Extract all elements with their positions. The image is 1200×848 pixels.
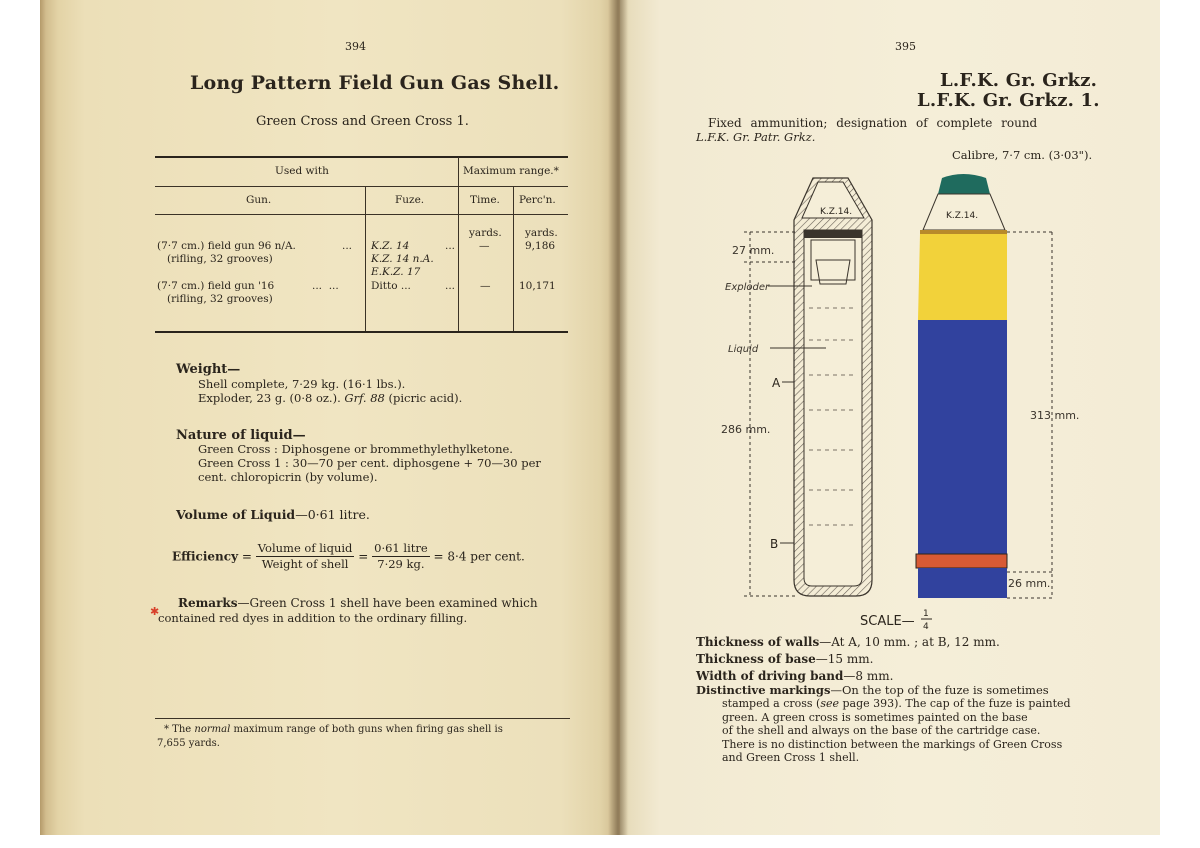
table-vline-perc <box>513 186 514 331</box>
markings-line-6: and Green Cross 1 shell. <box>722 751 860 764</box>
footnote-line-1 <box>164 724 503 735</box>
efficiency-num-1: Volume of liquid <box>257 541 353 555</box>
liquid-line-1: Green Cross : Diphosgene or brommethylethylketone. <box>198 442 513 456</box>
efficiency-fraction-2 <box>372 541 430 572</box>
weight-heading: Weight— <box>176 362 241 377</box>
table-row1-time-unit: yards. <box>469 227 502 239</box>
markings-text-1: —On the top of the fuze is sometimes <box>830 683 1049 697</box>
liquid-heading: Nature of liquid— <box>176 428 306 443</box>
weight-exploder-line <box>198 391 462 405</box>
right-page-number: 395 <box>895 40 916 53</box>
calibre: Calibre, 7·7 cm. (3·03"). <box>952 148 1093 162</box>
scale-label: SCALE— <box>860 614 915 629</box>
table-row2-time: — <box>480 280 491 292</box>
table-row1-dots: ... <box>342 240 353 252</box>
efficiency-num-2: 0·61 litre <box>374 541 428 555</box>
spec-base-label: Thickness of base <box>696 652 816 666</box>
dim-26mm: 26 mm. <box>1008 577 1051 590</box>
remarks-label: Remarks <box>178 596 238 610</box>
volume-label: Volume of Liquid <box>176 507 296 522</box>
markings-line-5: There is no distinction between the markings of Green Cross <box>722 737 1063 751</box>
liquid-label: Liquid <box>728 344 759 355</box>
table-row1-fuze-2: K.Z. 14 n.A. <box>371 253 434 265</box>
efficiency-result: = 8·4 per cent. <box>433 549 525 564</box>
exploder-label: Exploder <box>725 282 770 293</box>
spec-walls-value: —At A, 10 mm. ; at B, 12 mm. <box>819 635 1000 649</box>
markings-line-2 <box>722 697 1071 711</box>
footnote-rule <box>155 718 570 719</box>
scale-denominator: 4 <box>923 622 929 630</box>
right-title-line-1: L.F.K. Gr. Grkz. <box>940 70 1098 91</box>
table-header-used-with: Used with <box>275 165 329 177</box>
shell-blue-body <box>918 320 1007 554</box>
table-vline-fuze <box>365 186 366 331</box>
driving-band-red <box>916 554 1007 568</box>
fixed-ammunition-line-1: Fixed ammunition; designation of complete round <box>708 116 1038 130</box>
table-row1-perc-unit: yards. <box>525 227 558 239</box>
table-row2-perc: 10,171 <box>519 280 556 292</box>
table-header-rule <box>155 186 568 187</box>
efficiency-den-2: 7·29 kg. <box>377 557 425 571</box>
scale-numerator: 1 <box>923 609 929 619</box>
table-subheader-rule <box>155 214 568 215</box>
fuze-label-right: K.Z.14. <box>946 211 979 221</box>
volume-value: —0·61 litre. <box>295 507 370 522</box>
remarks-line-2: contained red dyes in addition to the ordinary filling. <box>158 611 468 625</box>
point-a-label: A <box>772 376 781 390</box>
dim-27mm: 27 mm. <box>732 244 775 257</box>
weight-shell: Shell complete, 7·29 kg. (16·1 lbs.). <box>198 377 406 391</box>
table-vline-time <box>458 157 459 331</box>
table-row1-fuze-dots: ... <box>445 240 456 252</box>
specs-list <box>696 634 1000 685</box>
spec-band-value: —8 mm. <box>843 669 894 683</box>
table-col-perc: Perc'n. <box>519 194 556 206</box>
spec-walls <box>696 634 1000 651</box>
shell-cross-section <box>794 178 872 596</box>
markings-2-italic: see <box>820 697 839 710</box>
table-row2-fuze: Ditto ... <box>371 280 411 292</box>
remarks-line-1 <box>178 596 538 610</box>
dim-286mm: 286 mm. <box>721 423 771 436</box>
footnote-a: * The <box>164 724 192 735</box>
markings-2a: stamped a cross ( <box>722 697 821 710</box>
markings-2b: page 393). The cap of the fuze is painted <box>839 697 1071 710</box>
efficiency-fraction-1 <box>256 541 355 572</box>
table-row2-gun: (7·7 cm.) field gun '16 <box>157 280 275 292</box>
shell-yellow-band <box>918 234 1007 320</box>
table-row1-time: — <box>479 240 490 252</box>
table-row1-gun: (7·7 cm.) field gun 96 n/A. <box>157 240 296 252</box>
shell-diagram <box>620 160 1160 630</box>
weight-exploder: Exploder, 23 g. (0·8 oz.). <box>198 391 341 405</box>
table-col-fuze: Fuze. <box>395 194 425 206</box>
shell-coloured-exterior <box>916 174 1007 598</box>
remarks-text-1: —Green Cross 1 shell have been examined which <box>237 596 538 610</box>
table-header-max-range: Maximum range.* <box>463 165 559 177</box>
left-page-subtitle: Green Cross and Green Cross 1. <box>256 114 469 129</box>
point-b-label: B <box>770 537 779 551</box>
fuze-cap-green <box>938 174 990 194</box>
dim-313mm: 313 mm. <box>1030 409 1080 422</box>
table-row2-gun-detail: (rifling, 32 grooves) <box>167 293 273 305</box>
table-row1-fuze: K.Z. 14 <box>371 240 410 252</box>
liquid-line-3: cent. chloropicrin (by volume). <box>198 470 378 484</box>
efficiency-den-1: Weight of shell <box>261 557 349 571</box>
right-title-line-2: L.F.K. Gr. Grkz. 1. <box>917 90 1100 111</box>
efficiency-label: Efficiency <box>172 549 239 564</box>
table-row1-gun-detail: (rifling, 32 grooves) <box>167 253 273 265</box>
markings-body <box>722 697 1071 765</box>
spec-band-label: Width of driving band <box>696 669 844 683</box>
markings-line-1 <box>696 683 1049 697</box>
table-bottom-rule <box>155 331 568 333</box>
footnote-italic: normal <box>194 724 231 735</box>
table-row2-fuze-dots: ... <box>445 280 456 292</box>
spec-base-value: —15 mm. <box>815 652 874 666</box>
table-col-time: Time. <box>470 194 500 206</box>
table-row1-fuze-3: E.K.Z. 17 <box>371 266 421 278</box>
table-row2-dots: ... ... <box>312 280 339 292</box>
red-mark: ✱ <box>150 605 160 618</box>
markings-line-4: of the shell and always on the base of the cartridge case. <box>722 724 1041 737</box>
left-page-number: 394 <box>345 40 366 53</box>
spec-base <box>696 651 1000 668</box>
table-col-gun: Gun. <box>246 194 272 206</box>
left-page-title: Long Pattern Field Gun Gas Shell. <box>190 72 560 94</box>
spec-walls-label: Thickness of walls <box>696 635 820 649</box>
weight-exploder-italic: Grf. 88 <box>344 391 385 405</box>
volume-line <box>176 507 370 522</box>
liquid-line-2: Green Cross 1 : 30—70 per cent. diphosgene + 70—30 per <box>198 456 541 470</box>
table-row1-perc: 9,186 <box>525 240 556 252</box>
markings-label: Distinctive markings <box>696 683 831 697</box>
footnote-line-2: 7,655 yards. <box>157 738 220 749</box>
fuze-label-left: K.Z.14. <box>820 207 853 217</box>
fixed-ammunition-line-2: L.F.K. Gr. Patr. Grkz. <box>696 130 816 144</box>
table-top-rule <box>155 156 568 158</box>
weight-exploder-tail: (picric acid). <box>388 391 463 405</box>
markings-line-3: green. A green cross is sometimes painted on the base <box>722 710 1028 724</box>
footnote-b: maximum range of both guns when firing gas shell is <box>233 724 503 735</box>
efficiency-formula: Efficiency = $\frac{\text{Volume of liquid}}{\text{Weight of shell}}$ = $\frac{\text{0·61 litre}}{7\cdot 29 kg.}$ = 8·4 per cent. <box>172 541 525 571</box>
